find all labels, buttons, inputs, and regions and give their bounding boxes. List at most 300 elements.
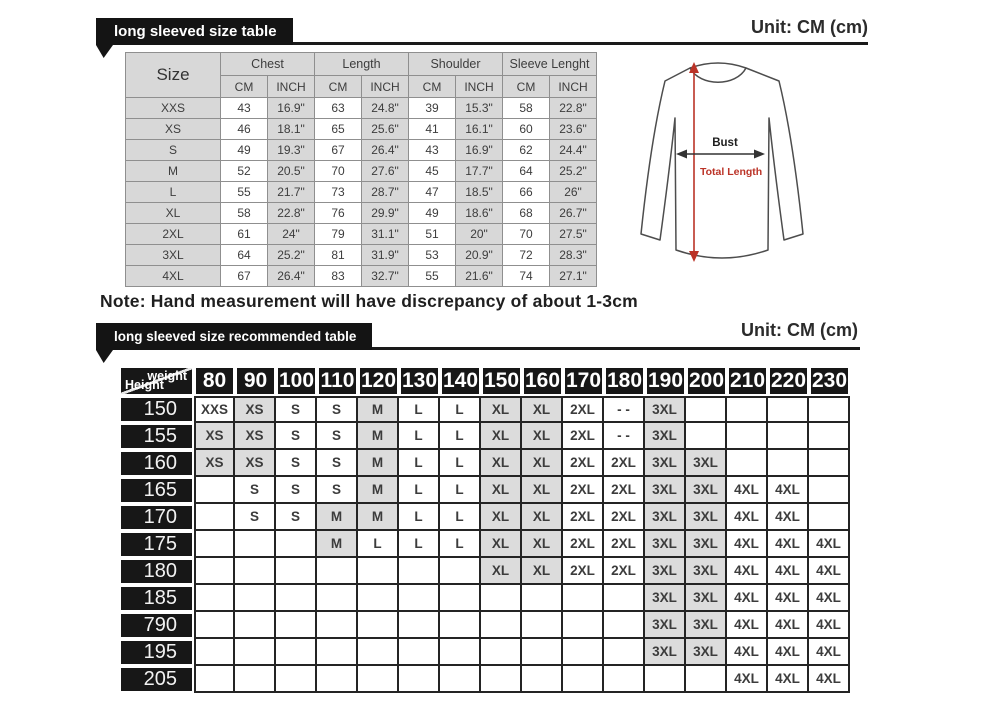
- size-cell: 4XL: [768, 558, 809, 585]
- cm-value-cell: 43: [221, 98, 268, 119]
- weight-header-cell: 170: [563, 366, 604, 396]
- size-cell: 3XL: [645, 531, 686, 558]
- size-cell: L: [440, 477, 481, 504]
- table-row: [119, 531, 850, 558]
- size-label-cell: S: [126, 140, 221, 161]
- inch-value-cell: 25.6": [362, 119, 409, 140]
- size-cell: [399, 585, 440, 612]
- height-weight-corner-cell: [119, 366, 194, 396]
- cm-value-cell: 65: [315, 119, 362, 140]
- size-cell: [235, 666, 276, 693]
- size-cell: M: [358, 396, 399, 423]
- size-cell: 2XL: [563, 504, 604, 531]
- size-cell: [317, 612, 358, 639]
- weight-header-cell: 220: [768, 366, 809, 396]
- size-cell: 3XL: [645, 450, 686, 477]
- size-cell: S: [235, 504, 276, 531]
- inch-value-cell: 25.2": [550, 161, 597, 182]
- ribbon-label: long sleeved size recommended table: [96, 323, 372, 350]
- size-cell: [440, 585, 481, 612]
- size-cell: [727, 423, 768, 450]
- size-cell: [194, 477, 235, 504]
- table-row: [126, 203, 597, 224]
- size-label-cell: XXS: [126, 98, 221, 119]
- table-row: [126, 224, 597, 245]
- size-cell: [358, 639, 399, 666]
- inch-value-cell: 31.1": [362, 224, 409, 245]
- size-cell: [194, 612, 235, 639]
- size-cell: 4XL: [727, 531, 768, 558]
- size-cell: 4XL: [809, 558, 850, 585]
- inch-value-cell: 18.6": [456, 203, 503, 224]
- cm-value-cell: 72: [503, 245, 550, 266]
- size-cell: 4XL: [768, 585, 809, 612]
- size-cell: [440, 612, 481, 639]
- inch-value-cell: 27.5": [550, 224, 597, 245]
- inch-value-cell: 18.5": [456, 182, 503, 203]
- size-cell: 3XL: [686, 531, 727, 558]
- size-cell: 2XL: [604, 477, 645, 504]
- size-cell: XS: [194, 450, 235, 477]
- size-cell: [194, 558, 235, 585]
- size-cell: [481, 639, 522, 666]
- size-cell: XL: [522, 558, 563, 585]
- inch-value-cell: 22.8": [268, 203, 315, 224]
- inch-value-cell: 27.6": [362, 161, 409, 182]
- size-cell: 4XL: [809, 639, 850, 666]
- size-cell: [727, 396, 768, 423]
- size-cell: 3XL: [686, 639, 727, 666]
- size-cell: [522, 639, 563, 666]
- unit-header-cell: INCH: [550, 76, 597, 98]
- size-cell: [440, 666, 481, 693]
- inch-value-cell: 16.9": [268, 98, 315, 119]
- size-cell: XL: [522, 504, 563, 531]
- size-label-cell: XS: [126, 119, 221, 140]
- size-cell: [317, 558, 358, 585]
- size-cell: 4XL: [727, 585, 768, 612]
- cm-value-cell: 39: [409, 98, 456, 119]
- height-row-header: 205: [119, 666, 194, 693]
- inch-value-cell: 26": [550, 182, 597, 203]
- header-rule-line: [274, 42, 868, 45]
- inch-value-cell: 24": [268, 224, 315, 245]
- size-cell: [604, 612, 645, 639]
- table-row: [126, 182, 597, 203]
- size-cell: 3XL: [686, 558, 727, 585]
- shirt-outline: [641, 68, 803, 258]
- size-cell: 2XL: [604, 558, 645, 585]
- weight-header-cell: 180: [604, 366, 645, 396]
- ribbon-size-table: [96, 18, 293, 45]
- group-header-cell: Chest: [221, 53, 315, 76]
- size-label-cell: XL: [126, 203, 221, 224]
- table-row: [126, 161, 597, 182]
- table-row: [119, 612, 850, 639]
- size-cell: [768, 423, 809, 450]
- size-cell: XL: [481, 423, 522, 450]
- cm-value-cell: 51: [409, 224, 456, 245]
- size-cell: [686, 666, 727, 693]
- size-cell: XS: [235, 450, 276, 477]
- weight-header-cell: 140: [440, 366, 481, 396]
- size-label-cell: 3XL: [126, 245, 221, 266]
- size-cell: 3XL: [645, 585, 686, 612]
- cm-value-cell: 67: [315, 140, 362, 161]
- weight-header-cell: 200: [686, 366, 727, 396]
- size-cell: M: [317, 531, 358, 558]
- inch-value-cell: 16.9": [456, 140, 503, 161]
- size-cell: [522, 666, 563, 693]
- cm-value-cell: 63: [315, 98, 362, 119]
- height-row-header: 175: [119, 531, 194, 558]
- size-cell: [563, 639, 604, 666]
- height-row-header: 195: [119, 639, 194, 666]
- size-cell: 4XL: [727, 504, 768, 531]
- size-cell: [317, 585, 358, 612]
- weight-header-cell: 120: [358, 366, 399, 396]
- cm-value-cell: 49: [409, 203, 456, 224]
- size-cell: M: [358, 504, 399, 531]
- size-cell: 2XL: [604, 531, 645, 558]
- size-cell: M: [317, 504, 358, 531]
- size-cell: 4XL: [727, 558, 768, 585]
- cm-value-cell: 67: [221, 266, 268, 287]
- table-row: [126, 245, 597, 266]
- size-label-cell: L: [126, 182, 221, 203]
- size-cell: [809, 450, 850, 477]
- cm-value-cell: 46: [221, 119, 268, 140]
- size-cell: 3XL: [686, 477, 727, 504]
- height-row-header: 165: [119, 477, 194, 504]
- size-cell: 4XL: [768, 639, 809, 666]
- weight-header-cell: 80: [194, 366, 235, 396]
- size-cell: XS: [235, 396, 276, 423]
- inch-value-cell: 26.4": [362, 140, 409, 161]
- size-cell: [399, 558, 440, 585]
- size-cell: 2XL: [563, 477, 604, 504]
- size-cell: - -: [604, 396, 645, 423]
- cm-value-cell: 58: [221, 203, 268, 224]
- size-cell: L: [440, 504, 481, 531]
- size-cell: [563, 612, 604, 639]
- weight-header-cell: 110: [317, 366, 358, 396]
- bust-label: Bust: [712, 137, 738, 149]
- inch-value-cell: 25.2": [268, 245, 315, 266]
- inch-value-cell: 27.1": [550, 266, 597, 287]
- weight-header-cell: 90: [235, 366, 276, 396]
- size-cell: 4XL: [768, 477, 809, 504]
- cm-value-cell: 45: [409, 161, 456, 182]
- size-cell: XL: [522, 396, 563, 423]
- inch-value-cell: 20": [456, 224, 503, 245]
- size-cell: 4XL: [768, 612, 809, 639]
- size-column-header: Size: [126, 53, 221, 98]
- size-cell: [317, 639, 358, 666]
- size-cell: [276, 612, 317, 639]
- size-cell: XL: [522, 423, 563, 450]
- size-cell: XL: [522, 531, 563, 558]
- size-cell: [276, 585, 317, 612]
- size-cell: [686, 396, 727, 423]
- unit-header-cell: INCH: [362, 76, 409, 98]
- size-cell: XL: [522, 450, 563, 477]
- cm-value-cell: 81: [315, 245, 362, 266]
- inch-value-cell: 24.4": [550, 140, 597, 161]
- size-cell: L: [399, 504, 440, 531]
- table-row: [119, 639, 850, 666]
- collar-back-arc: [690, 63, 746, 68]
- size-cell: [194, 666, 235, 693]
- size-cell: [522, 612, 563, 639]
- weight-header-cell: 160: [522, 366, 563, 396]
- size-cell: [317, 666, 358, 693]
- size-cell: [358, 666, 399, 693]
- unit-label: Unit: CM (cm): [741, 320, 858, 340]
- size-cell: 4XL: [727, 639, 768, 666]
- size-cell: [645, 666, 686, 693]
- inch-value-cell: 31.9": [362, 245, 409, 266]
- size-label-cell: M: [126, 161, 221, 182]
- inch-value-cell: 22.8": [550, 98, 597, 119]
- weight-header-cell: 210: [727, 366, 768, 396]
- cm-value-cell: 76: [315, 203, 362, 224]
- size-cell: XL: [481, 558, 522, 585]
- size-cell: 2XL: [563, 558, 604, 585]
- corner-height-label: Height: [125, 378, 164, 392]
- size-cell: [194, 585, 235, 612]
- table-row: [126, 98, 597, 119]
- size-cell: [440, 558, 481, 585]
- cm-value-cell: 52: [221, 161, 268, 182]
- size-cell: [604, 666, 645, 693]
- size-cell: [399, 639, 440, 666]
- table-row: [126, 119, 597, 140]
- size-cell: M: [358, 477, 399, 504]
- cm-value-cell: 73: [315, 182, 362, 203]
- table-row: [126, 53, 597, 76]
- unit-header-cell: CM: [221, 76, 268, 98]
- size-cell: S: [317, 396, 358, 423]
- size-cell: L: [399, 450, 440, 477]
- height-row-header: 170: [119, 504, 194, 531]
- size-cell: [563, 585, 604, 612]
- size-cell: 4XL: [768, 504, 809, 531]
- size-cell: [481, 666, 522, 693]
- inch-value-cell: 26.4": [268, 266, 315, 287]
- size-cell: [686, 423, 727, 450]
- size-cell: S: [276, 450, 317, 477]
- size-cell: 4XL: [727, 612, 768, 639]
- size-cell: 3XL: [686, 585, 727, 612]
- corner-weight-label: weight: [147, 369, 187, 383]
- size-cell: 2XL: [563, 531, 604, 558]
- cm-value-cell: 60: [503, 119, 550, 140]
- size-cell: [235, 639, 276, 666]
- total-length-arrowhead-bottom: [689, 251, 699, 262]
- unit-label: Unit: CM (cm): [751, 17, 868, 37]
- size-cell: 3XL: [645, 477, 686, 504]
- table-row: [119, 366, 850, 396]
- cm-value-cell: 70: [315, 161, 362, 182]
- size-cell: XL: [481, 504, 522, 531]
- ribbon-recommended-table: [96, 323, 372, 350]
- size-cell: S: [276, 396, 317, 423]
- size-cell: [768, 396, 809, 423]
- size-cell: 4XL: [809, 531, 850, 558]
- inch-value-cell: 29.9": [362, 203, 409, 224]
- size-cell: [604, 639, 645, 666]
- ribbon-fold-decoration: [96, 350, 113, 363]
- size-cell: XS: [194, 423, 235, 450]
- size-table-header: [126, 53, 597, 98]
- height-row-header: 150: [119, 396, 194, 423]
- weight-header-cell: 190: [645, 366, 686, 396]
- cm-value-cell: 64: [503, 161, 550, 182]
- size-cell: XL: [522, 477, 563, 504]
- table-row: [126, 140, 597, 161]
- inch-value-cell: 20.5": [268, 161, 315, 182]
- cm-value-cell: 64: [221, 245, 268, 266]
- weight-header-cell: 150: [481, 366, 522, 396]
- ribbon-fold-decoration: [96, 45, 113, 58]
- height-row-header: 160: [119, 450, 194, 477]
- inch-value-cell: 24.8": [362, 98, 409, 119]
- size-cell: XL: [481, 477, 522, 504]
- inch-value-cell: 18.1": [268, 119, 315, 140]
- size-cell: XL: [481, 450, 522, 477]
- size-cell: [399, 612, 440, 639]
- cm-value-cell: 55: [409, 266, 456, 287]
- cm-value-cell: 43: [409, 140, 456, 161]
- size-cell: 3XL: [645, 423, 686, 450]
- reco-table-header: [119, 366, 850, 396]
- inch-value-cell: 26.7": [550, 203, 597, 224]
- size-cell: 3XL: [686, 450, 727, 477]
- weight-header-cell: 130: [399, 366, 440, 396]
- unit-header-cell: CM: [409, 76, 456, 98]
- weight-header-cell: 100: [276, 366, 317, 396]
- size-cell: 4XL: [809, 612, 850, 639]
- inch-value-cell: 15.3": [456, 98, 503, 119]
- size-cell: L: [358, 531, 399, 558]
- size-cell: [235, 612, 276, 639]
- size-cell: [481, 612, 522, 639]
- inch-value-cell: 17.7": [456, 161, 503, 182]
- inch-value-cell: 16.1": [456, 119, 503, 140]
- height-row-header: 790: [119, 612, 194, 639]
- inch-value-cell: 21.6": [456, 266, 503, 287]
- total-length-label: Total Length: [700, 166, 763, 178]
- size-cell: 3XL: [645, 612, 686, 639]
- weight-header-cell: 230: [809, 366, 850, 396]
- cm-value-cell: 70: [503, 224, 550, 245]
- recommended-size-table: [119, 366, 850, 693]
- size-cell: [358, 585, 399, 612]
- size-cell: 4XL: [727, 666, 768, 693]
- size-cell: [727, 450, 768, 477]
- cm-value-cell: 53: [409, 245, 456, 266]
- size-cell: [194, 639, 235, 666]
- shirt-measurement-diagram: [628, 54, 818, 292]
- size-cell: [235, 558, 276, 585]
- size-cell: 2XL: [563, 396, 604, 423]
- cm-value-cell: 58: [503, 98, 550, 119]
- group-header-cell: Length: [315, 53, 409, 76]
- size-cell: [276, 666, 317, 693]
- size-label-cell: 2XL: [126, 224, 221, 245]
- size-cell: [809, 477, 850, 504]
- size-cell: - -: [604, 423, 645, 450]
- cm-value-cell: 49: [221, 140, 268, 161]
- size-cell: 3XL: [686, 612, 727, 639]
- table-row: [119, 585, 850, 612]
- size-cell: 3XL: [645, 396, 686, 423]
- size-cell: [194, 504, 235, 531]
- size-cell: [276, 558, 317, 585]
- unit-header-cell: CM: [503, 76, 550, 98]
- size-cell: [194, 531, 235, 558]
- cm-value-cell: 66: [503, 182, 550, 203]
- size-cell: XL: [481, 531, 522, 558]
- size-cell: [768, 450, 809, 477]
- group-header-cell: Sleeve Lenght: [503, 53, 597, 76]
- cm-value-cell: 41: [409, 119, 456, 140]
- size-cell: 4XL: [727, 477, 768, 504]
- table-row: [119, 477, 850, 504]
- size-cell: [604, 585, 645, 612]
- height-row-header: 155: [119, 423, 194, 450]
- unit-header-cell: INCH: [456, 76, 503, 98]
- reco-table-body: [119, 396, 850, 693]
- size-label-cell: 4XL: [126, 266, 221, 287]
- size-cell: [809, 396, 850, 423]
- size-cell: [522, 585, 563, 612]
- cm-value-cell: 68: [503, 203, 550, 224]
- cm-value-cell: 55: [221, 182, 268, 203]
- size-cell: [235, 531, 276, 558]
- size-cell: 2XL: [563, 450, 604, 477]
- size-table-body: [126, 98, 597, 287]
- table-row: [119, 450, 850, 477]
- table-row: [119, 423, 850, 450]
- table-row: [119, 558, 850, 585]
- size-cell: M: [358, 423, 399, 450]
- size-cell: L: [440, 531, 481, 558]
- table-row: [119, 666, 850, 693]
- group-header-cell: Shoulder: [409, 53, 503, 76]
- cm-value-cell: 74: [503, 266, 550, 287]
- size-cell: 2XL: [604, 504, 645, 531]
- size-cell: S: [317, 450, 358, 477]
- size-cell: 4XL: [809, 666, 850, 693]
- inch-value-cell: 32.7": [362, 266, 409, 287]
- measurement-size-table: [125, 52, 597, 287]
- size-cell: S: [235, 477, 276, 504]
- size-cell: [809, 504, 850, 531]
- size-cell: 3XL: [645, 504, 686, 531]
- header-rule-line: [305, 347, 860, 350]
- inch-value-cell: 28.7": [362, 182, 409, 203]
- size-cell: [563, 666, 604, 693]
- size-cell: [440, 639, 481, 666]
- size-cell: S: [276, 423, 317, 450]
- size-cell: L: [440, 450, 481, 477]
- inch-value-cell: 20.9": [456, 245, 503, 266]
- inch-value-cell: 21.7": [268, 182, 315, 203]
- size-cell: L: [440, 423, 481, 450]
- size-cell: L: [440, 396, 481, 423]
